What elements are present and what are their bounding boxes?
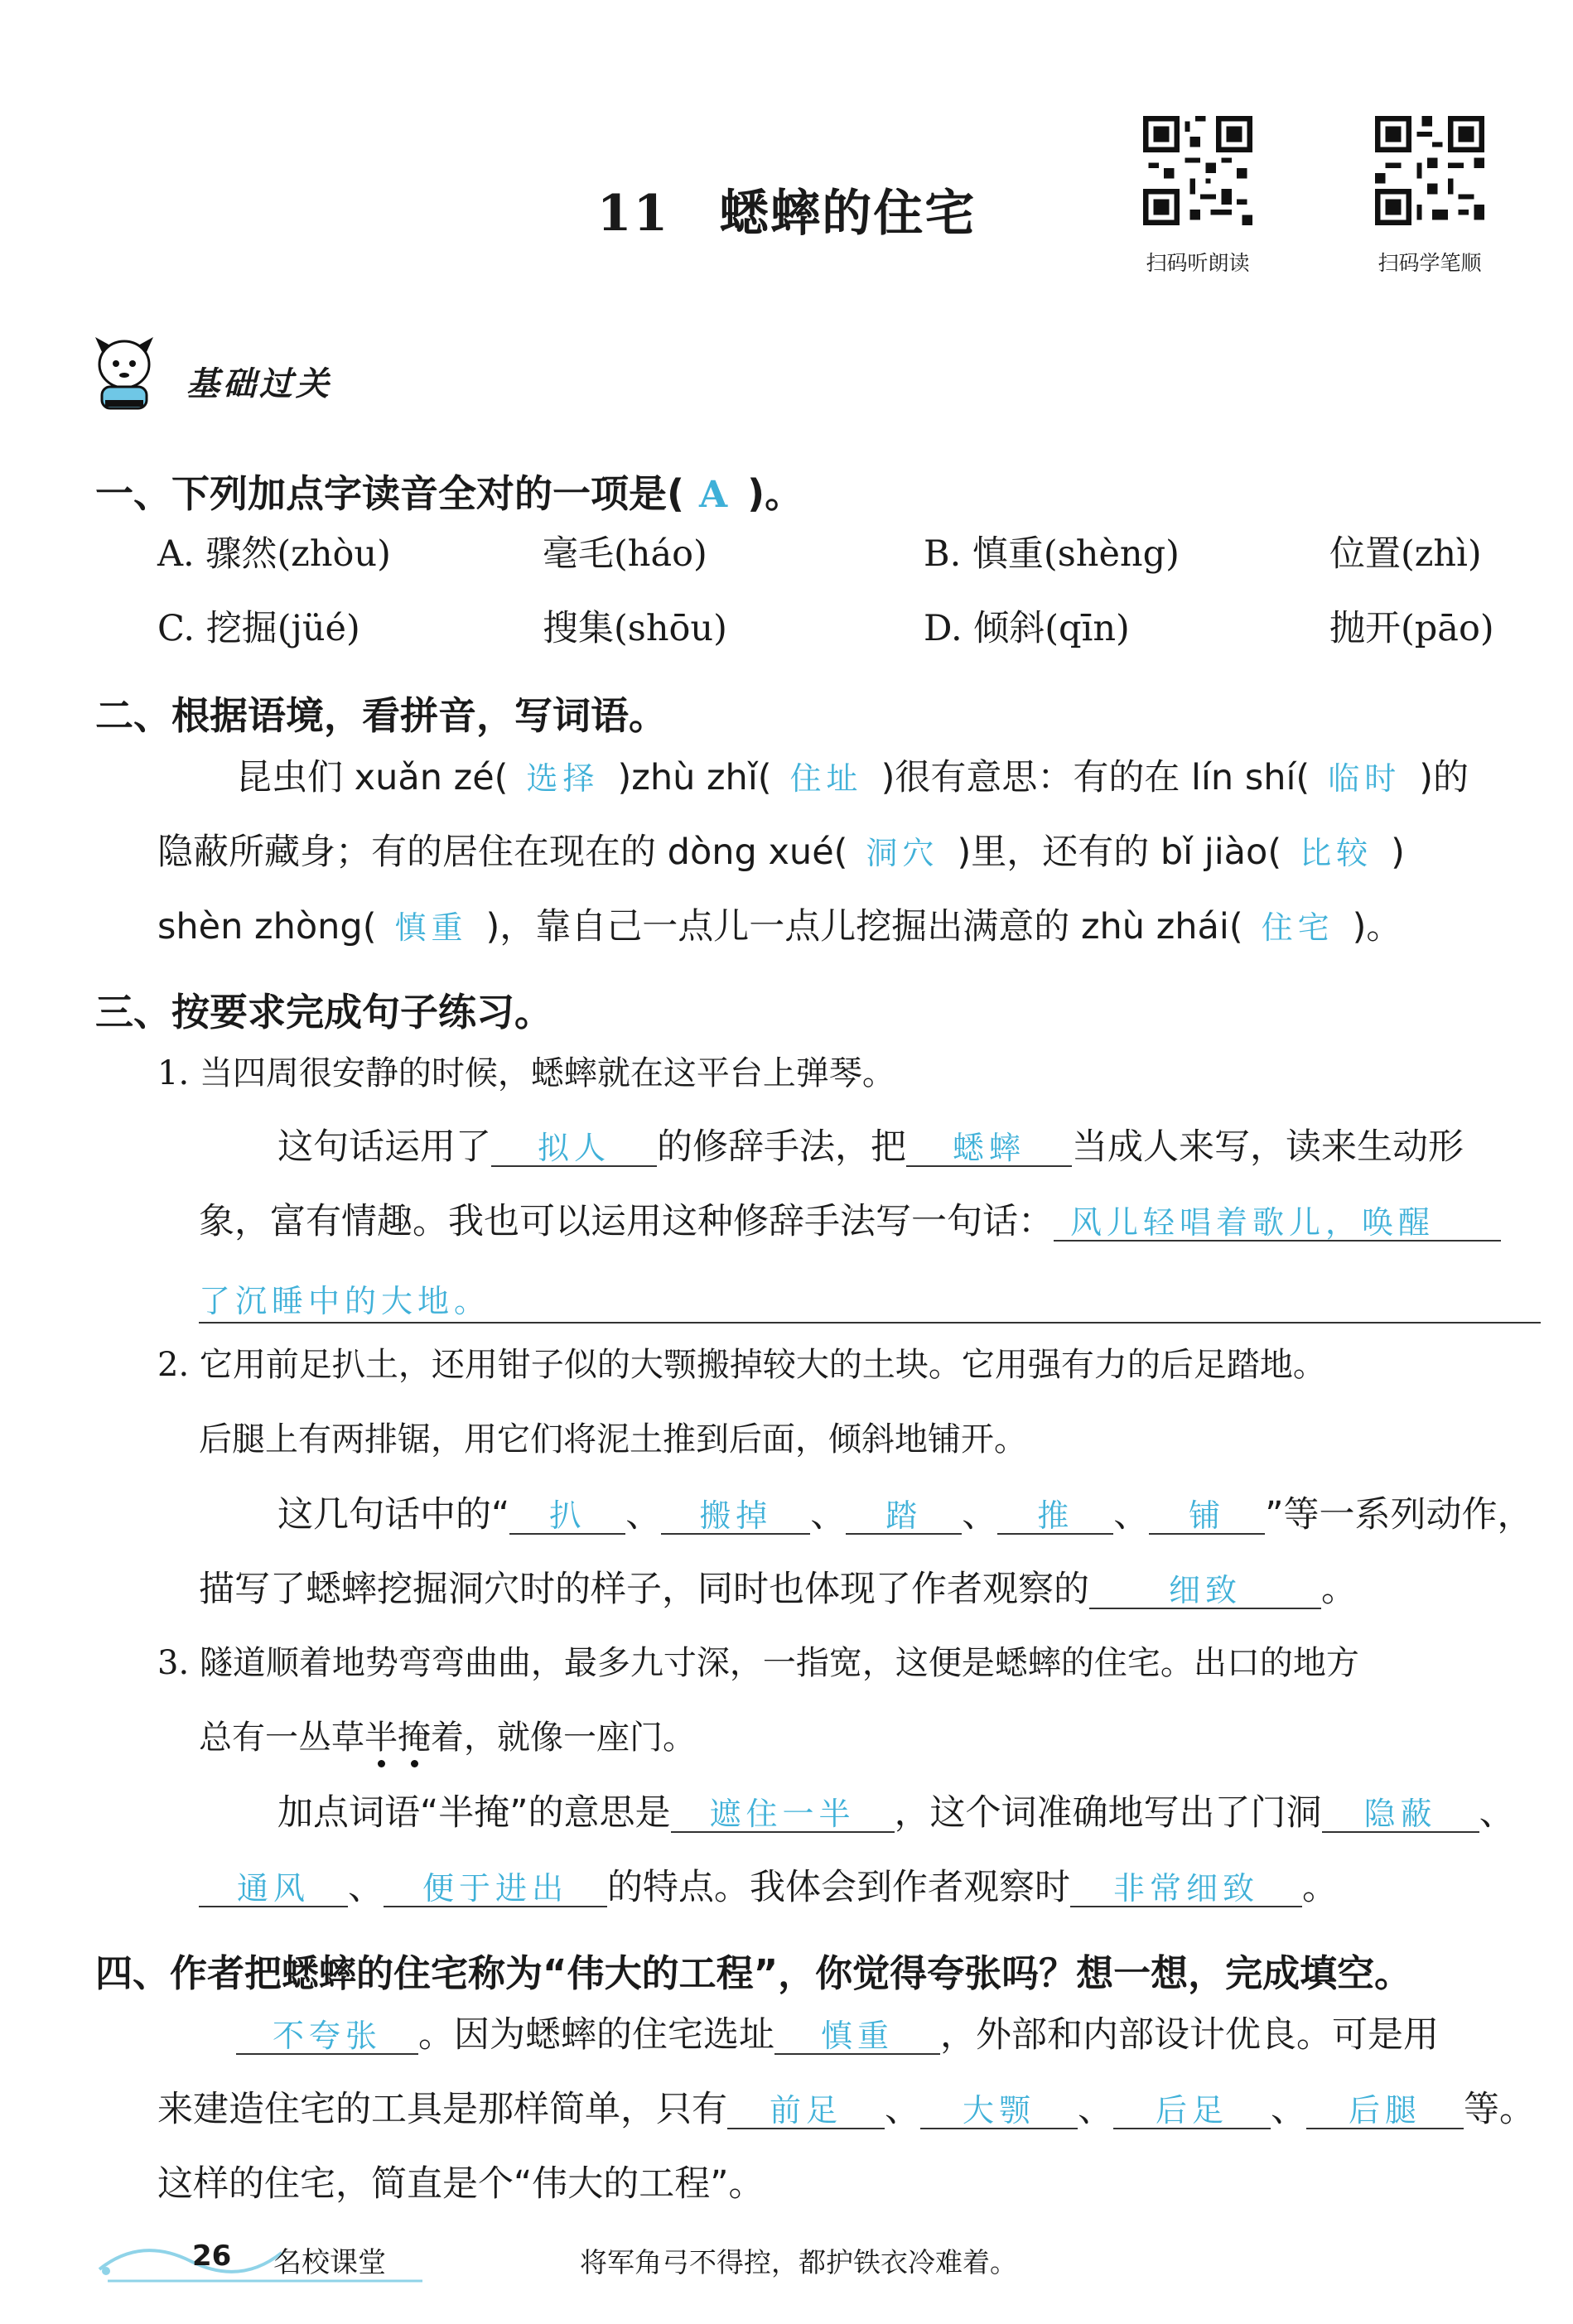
answer-shenzhong-2: 慎重 xyxy=(820,2018,894,2054)
answer-tui: 推 xyxy=(1037,1497,1074,1534)
answer-feichangxizhi: 非常细致 xyxy=(1112,1870,1259,1907)
question-3-stem: 三、按要求完成句子练习。 xyxy=(95,990,552,1034)
answer-xishuai: 蟋蟀 xyxy=(952,1130,1025,1166)
question-2-stem: 二、根据语境，看拼音，写词语。 xyxy=(95,693,667,738)
option-a1: A. 骤然(zhòu) xyxy=(157,533,391,575)
page-number: 26 xyxy=(192,2240,232,2273)
lesson-number: 11 xyxy=(596,185,670,243)
answer-tongfeng: 通风 xyxy=(236,1870,310,1907)
answer-shenzhong: 慎重 xyxy=(394,909,468,946)
q3-sentence-3a: 3. 隧道顺着地势弯弯曲曲，最多九寸深，一指宽，这便是蟋蟀的住宅。出口的地方 xyxy=(157,1644,1359,1682)
option-b2: 位置(zhì) xyxy=(1329,533,1482,575)
option-d2: 抛开(pāo) xyxy=(1329,608,1494,649)
mascot-icon xyxy=(87,327,162,418)
q4-line-2: 来建造住宅的工具是那样简单，只有 前足 、 大颚 、 后足 、 后腿 等。 xyxy=(157,2089,1535,2130)
dotted-char-ban: 半 xyxy=(364,1719,398,1757)
answer-ta: 踏 xyxy=(885,1497,923,1534)
dotted-char-yan: 掩 xyxy=(398,1719,431,1757)
answer-q1: A xyxy=(699,474,733,516)
q3-2-line-c: 这几句话中的“ 扒 、 搬掉 、 踏 、 推 、 铺 ”等一系列动作， xyxy=(277,1494,1533,1536)
answer-line-2 xyxy=(199,1275,1541,1322)
q3-sentence-1: 1. 当四周很安静的时候，蟋蟀就在这平台上弹琴。 xyxy=(157,1054,895,1092)
answer-qianzu: 前足 xyxy=(769,2092,842,2129)
question-4-stem: 四、作者把蟋蟀的住宅称为“伟大的工程”，你觉得夸张吗？想一想，完成填空。 xyxy=(95,1951,1412,1995)
answer-pu: 铺 xyxy=(1189,1497,1226,1534)
section-badge: 基础过关 xyxy=(186,365,332,403)
q4-line-3: 这样的住宅，简直是个“伟大的工程”。 xyxy=(157,2163,765,2205)
q3-sentence-2a: 2. 它用前足扒土，还用钳子似的大颚搬掉较大的土块。它用强有力的后足踏地。 xyxy=(157,1346,1326,1384)
answer-sentence-part1: 风儿轻唱着歌儿，唤醒 xyxy=(1070,1204,1435,1241)
lesson-title: 蟋蟀的住宅 xyxy=(719,185,977,243)
answer-bandiao: 搬掉 xyxy=(699,1497,773,1534)
option-b1: B. 慎重(shèng) xyxy=(924,533,1180,575)
answer-yinbi: 隐蔽 xyxy=(1363,1796,1437,1832)
answer-zhezhuyiban: 遮住一半 xyxy=(709,1796,856,1832)
q2-line-2: 隐蔽所藏身；有的居住在现在的 dòng xué( 洞穴 )里，还有的 bǐ jiào( 比较 ) xyxy=(157,832,1405,873)
answer-bianyujinchu: 便于进出 xyxy=(422,1870,568,1907)
answer-dongxue: 洞穴 xyxy=(866,835,939,871)
option-c2: 搜集(shōu) xyxy=(543,608,727,649)
page-title xyxy=(0,174,1573,245)
answer-zhuzhi: 住址 xyxy=(789,760,863,797)
answer-bukuazhang: 不夸张 xyxy=(272,2018,382,2054)
q3-2-line-d: 描写了蟋蟀挖掘洞穴时的样子，同时也体现了作者观察的 细致 。 xyxy=(199,1569,1357,1610)
q3-1-line-a: 这句话运用了 拟人 的修辞手法，把 蟋蟀 当成人来写，读来生动形 xyxy=(277,1126,1464,1168)
option-a2: 毫毛(háo) xyxy=(543,533,707,575)
qr-label-listen: 扫码听朗读 xyxy=(1146,251,1250,275)
q2-line-3: shèn zhòng( 慎重 )，靠自己一点儿一点儿挖掘出满意的 zhù zhái( 住宅 )。 xyxy=(157,906,1402,947)
q2-line-1: 昆虫们 xuǎn zé( 选择 )zhù zhǐ( 住址 )很有意思：有的在 lín shí( 临时 )的 xyxy=(236,757,1469,798)
q3-sentence-2b: 后腿上有两排锯，用它们将泥土推到后面，倾斜地铺开。 xyxy=(199,1420,1027,1459)
q3-1-line-b: 象，富有情趣。我也可以运用这种修辞手法写一句话： 风儿轻唱着歌儿，唤醒 xyxy=(199,1204,1501,1242)
answer-linshi: 临时 xyxy=(1328,760,1402,797)
answer-xuanze: 选择 xyxy=(526,760,600,797)
footer-quote: 将军角弓不得控，都护铁衣冷难着。 xyxy=(580,2246,1017,2278)
footer-decoration xyxy=(91,2228,439,2286)
q3-3-line-c: 加点词语“半掩”的意思是 遮住一半 ，这个词准确地写出了门洞 隐蔽 、 xyxy=(277,1792,1515,1834)
qr-label-strokes: 扫码学笔顺 xyxy=(1378,251,1482,275)
answer-niren: 拟人 xyxy=(537,1130,610,1166)
qr-code-listen[interactable] xyxy=(1143,116,1252,225)
qr-code-strokes[interactable] xyxy=(1375,116,1484,225)
answer-xizhi: 细致 xyxy=(1168,1572,1242,1608)
answer-dae: 大颚 xyxy=(962,2092,1035,2129)
q4-line-1: 不夸张 。因为蟋蟀的住宅选址 慎重 ，外部和内部设计优良。可是用 xyxy=(236,2018,1439,2055)
answer-sentence-part2: 了沉睡中的大地。 xyxy=(199,1283,491,1319)
answer-ba: 扒 xyxy=(549,1497,586,1534)
q3-3-line-d: 通风 、 便于进出 的特点。我体会到作者观察时 非常细致 。 xyxy=(199,1870,1338,1907)
answer-zhuzhai: 住宅 xyxy=(1261,909,1334,946)
answer-houtui: 后腿 xyxy=(1348,2092,1421,2129)
answer-bijiao: 比较 xyxy=(1300,835,1373,871)
option-d1: D. 倾斜(qīn) xyxy=(924,608,1130,649)
question-1-stem: 一、下列加点字读音全对的一项是( A )。 xyxy=(95,471,803,516)
q3-sentence-3b: 总有一丛草半掩着，就像一座门。 xyxy=(199,1719,696,1757)
option-c1: C. 挖掘(jüé) xyxy=(157,608,360,649)
answer-houzu: 后足 xyxy=(1155,2092,1228,2129)
footer-brand: 名校课堂 xyxy=(273,2246,386,2279)
